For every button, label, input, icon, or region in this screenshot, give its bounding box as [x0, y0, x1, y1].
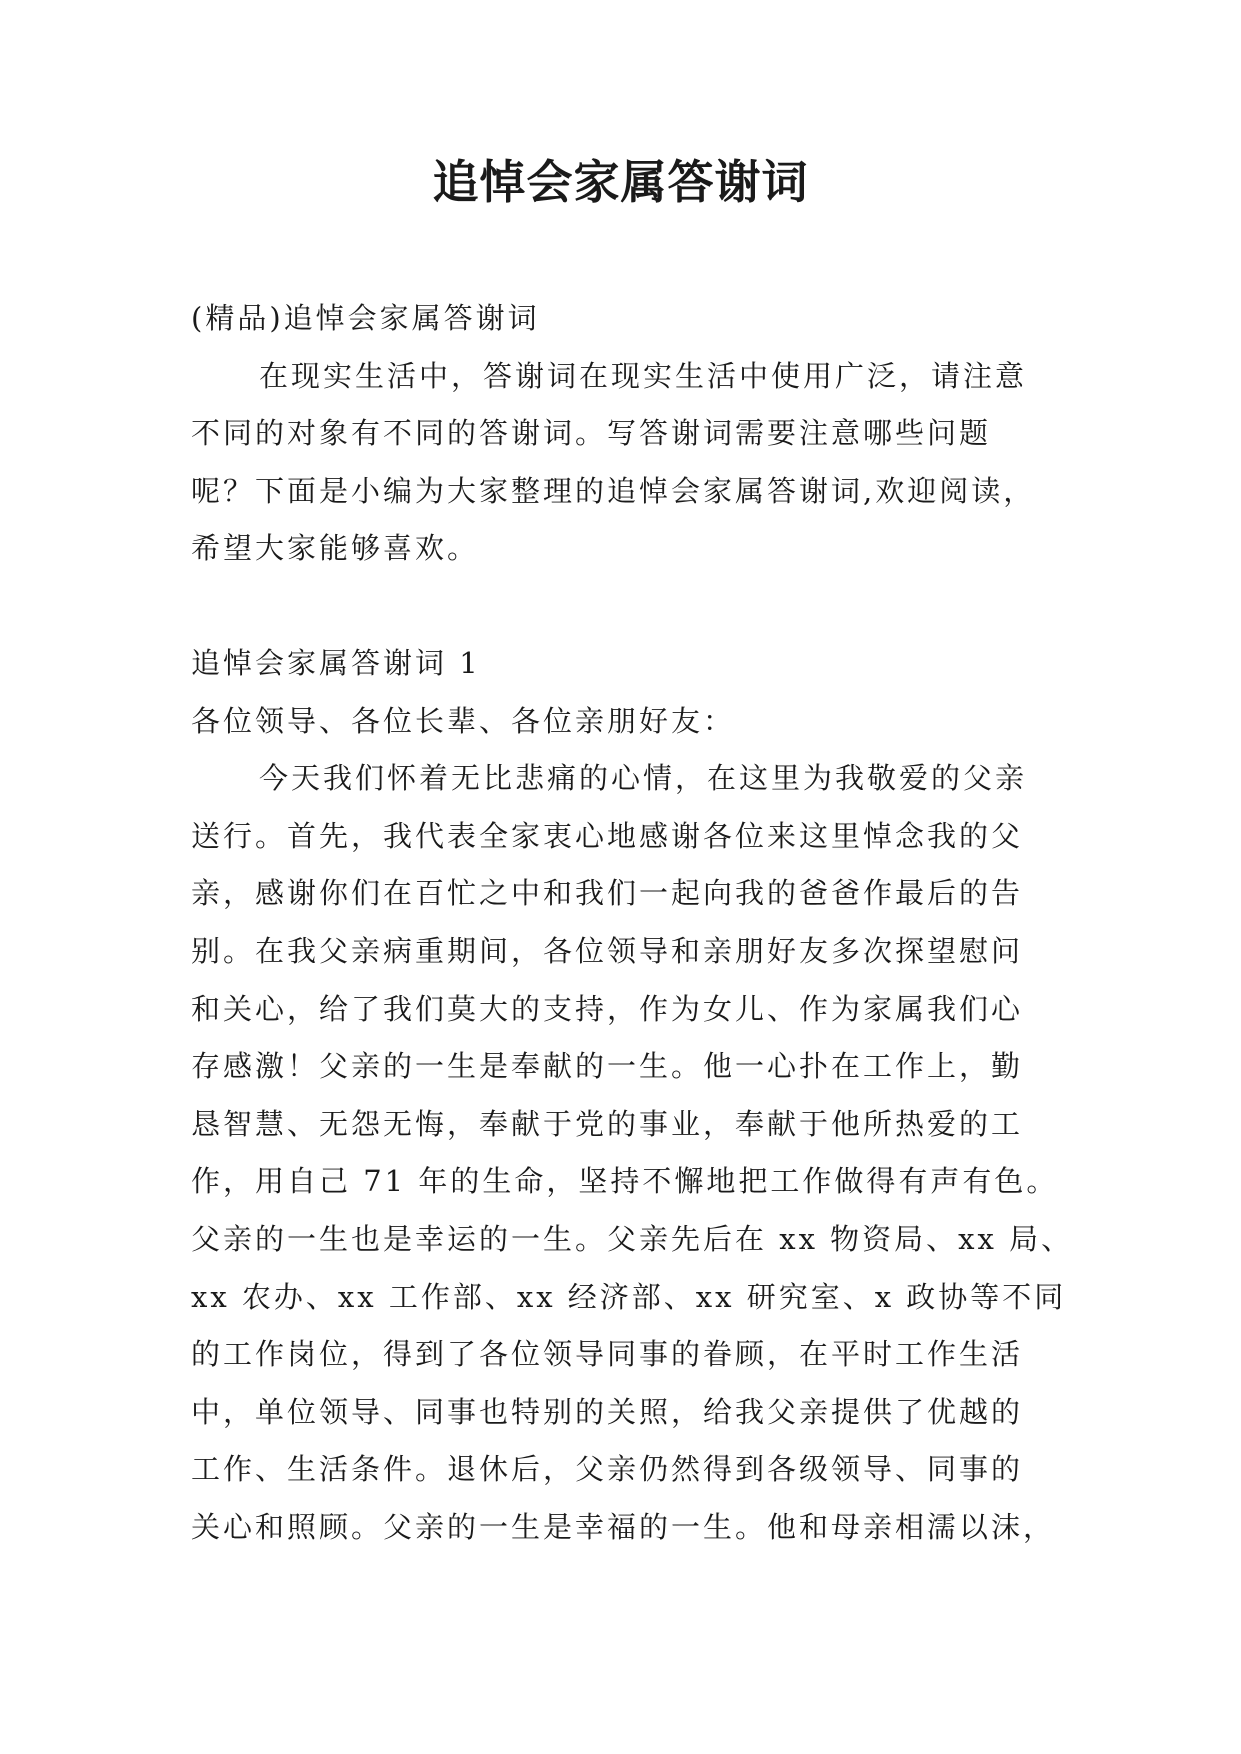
body-line: 今天我们怀着无比悲痛的心情，在这里为我敬爱的父亲 [259, 761, 1028, 796]
body-line: 亲，感谢你们在百忙之中和我们一起向我的爸爸作最后的告 [191, 876, 1024, 911]
paragraph-spacer [191, 578, 1061, 635]
body-line: 中，单位领导、同事也特别的关照，给我父亲提供了优越的 [191, 1394, 1024, 1429]
body-line: 送行。首先，我代表全家衷心地感谢各位来这里悼念我的父 [191, 818, 1024, 853]
body-line: 作，用自己 71 年的生命，坚持不懈地把工作做得有声有色。 [191, 1164, 1059, 1199]
body-line: 工作、生活条件。退休后，父亲仍然得到各级领导、同事的 [191, 1452, 1024, 1487]
section-heading: 追悼会家属答谢词 1 [191, 645, 481, 680]
body-line: 关心和照顾。父亲的一生是幸福的一生。他和母亲相濡以沫， [191, 1509, 1056, 1544]
body-line: 恳智慧、无怨无悔，奉献于党的事业，奉献于他所热爱的工 [191, 1106, 1024, 1141]
document-body [191, 290, 1074, 1556]
intro-line: 不同的对象有不同的答谢词。写答谢词需要注意哪些问题 [191, 416, 992, 451]
body-line: 父亲的一生也是幸运的一生。父亲先后在 xx 物资局、xx 局、 [191, 1221, 1074, 1256]
salutation-line: 各位领导、各位长辈、各位亲朋好友： [191, 703, 736, 738]
body-line: xx 农办、xx 工作部、xx 经济部、xx 研究室、x 政协等不同 [191, 1279, 1067, 1314]
body-line: 别。在我父亲病重期间，各位领导和亲朋好友多次探望慰问 [191, 933, 1024, 968]
body-line: 的工作岗位，得到了各位领导同事的眷顾，在平时工作生活 [191, 1337, 1024, 1372]
intro-line: 希望大家能够喜欢。 [191, 531, 480, 566]
body-line: 存感激！父亲的一生是奉献的一生。他一心扑在工作上，勤 [191, 1049, 1024, 1084]
document-title: 追悼会家属答谢词 [432, 155, 809, 209]
body-line: 和关心，给了我们莫大的支持，作为女儿、作为家属我们心 [191, 991, 1024, 1026]
intro-line: 在现实生活中，答谢词在现实生活中使用广泛，请注意 [259, 358, 1028, 393]
intro-line: 呢？下面是小编为大家整理的追悼会家属答谢词,欢迎阅读， [191, 473, 1036, 508]
subtitle-line: (精品)追悼会家属答谢词 [191, 301, 540, 335]
